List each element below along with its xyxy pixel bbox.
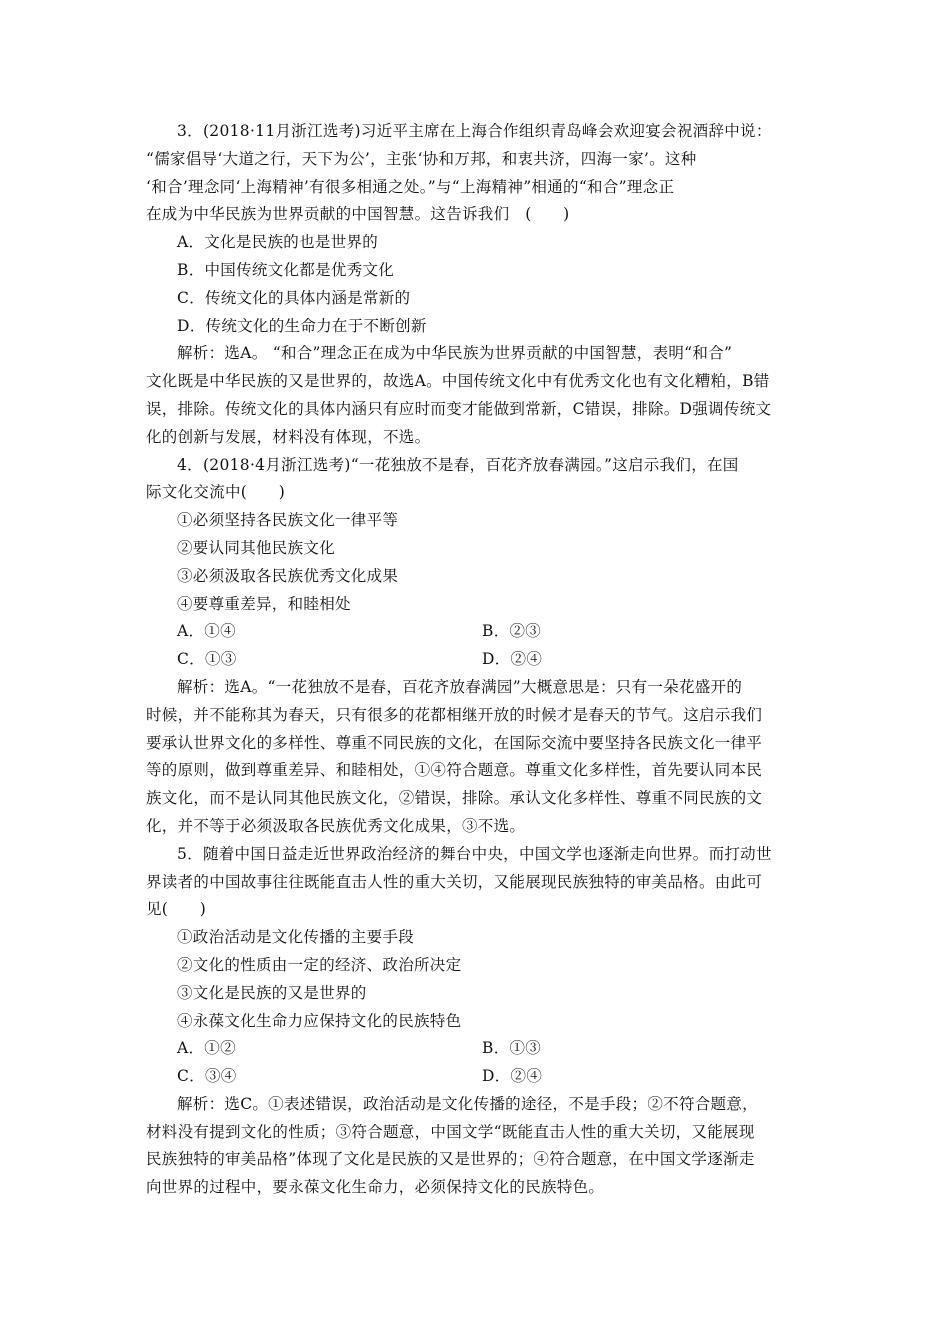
question-3-analysis-line-3: 误，排除。传统文化的具体内涵只有应时而变才能做到常新，C错误，排除。D强调传统文 (146, 399, 772, 418)
question-4-statement-2: ②要认同其他民族文化 (177, 538, 336, 557)
question-4-choice-b: B．②③ (482, 622, 542, 641)
question-4-stem-line-2: 际文化交流中( ) (146, 483, 286, 502)
question-4-analysis-line-2: 时候，并不能称其为春天，只有很多的花都相继开放的时候才是春天的节气。这启示我们 (146, 705, 763, 724)
question-5-choice-c: C．③④ (177, 1067, 237, 1086)
question-3-analysis-line-4: 化的创新与发展，材料没有体现，不选。 (146, 427, 431, 446)
question-5 (146, 841, 808, 1202)
question-3-stem-line-4: 在成为中华民族为世界贡献的中国智慧。这告诉我们 ( ) (146, 205, 570, 224)
question-4-choice-c: C．①③ (177, 650, 237, 669)
question-4-analysis-line-6: 化，并不等于必须汲取各民族优秀文化成果，③不选。 (146, 816, 526, 835)
question-3 (146, 118, 808, 452)
question-4-statement-3: ③必须汲取各民族优秀文化成果 (177, 566, 399, 585)
question-5-choice-d: D．②④ (482, 1067, 543, 1086)
question-3-stem-line-3: ‘和合’理念同‘上海精神’有很多相通之处。”与“上海精神”相通的“和合”理念正 (146, 177, 675, 196)
question-3-option-c: C．传统文化的具体内涵是常新的 (177, 288, 411, 307)
question-5-statement-4: ④永葆文化生命力应保持文化的民族特色 (177, 1011, 462, 1030)
question-5-statement-2: ②文化的性质由一定的经济、政治所决定 (177, 955, 462, 974)
question-4-analysis-line-3: 要承认世界文化的多样性、尊重不同民族的文化，在国际交流中要坚持各民族文化一律平 (146, 733, 763, 752)
question-4-analysis-line-4: 等的原则，做到尊重差异、和睦相处，①④符合题意。尊重文化多样性，首先要认同本民 (146, 761, 763, 780)
question-4-choice-a: A．①④ (177, 622, 236, 641)
question-4-choices-row-2 (146, 646, 808, 674)
question-5-choice-b: B．①③ (482, 1039, 542, 1058)
question-4-statement-4: ④要尊重差异，和睦相处 (177, 594, 351, 613)
question-5-analysis-line-2: 材料没有提到文化的性质；③符合题意，中国文学“既能直击人性的重大关切，又能展现 (146, 1122, 755, 1141)
question-4-analysis-line-1: 解析：选A。“一花独放不是春，百花齐放春满园”大概意思是：只有一朵花盛开的 (177, 677, 743, 696)
question-3-stem-line-1: 3．(2018·11月浙江选考)习近平主席在上海合作组织青岛峰会欢迎宴会祝酒辞中说： (177, 122, 772, 140)
question-3-stem-line-2: “儒家倡导‘大道之行，天下为公’，主张‘协和万邦，和衷共济，四海一家’。这种 (146, 149, 697, 168)
question-4-choices-row-1 (146, 618, 808, 646)
question-5-choices-row-2 (146, 1063, 808, 1091)
question-3-option-b: B．中国传统文化都是优秀文化 (177, 260, 395, 279)
question-5-analysis-line-3: 民族独特的审美品格”体现了文化是民族的又是世界的；④符合题意，在中国文学逐渐走 (146, 1150, 755, 1169)
question-5-choices-row-1 (146, 1035, 808, 1063)
question-4 (146, 452, 808, 841)
question-4-analysis-line-5: 族文化，而不是认同其他民族文化，②错误，排除。承认文化多样性、尊重不同民族的文 (146, 789, 763, 808)
question-5-analysis-line-4: 向世界的过程中，要永葆文化生命力，必须保持文化的民族特色。 (146, 1178, 605, 1197)
question-4-choice-d: D．②④ (482, 650, 543, 669)
question-3-analysis-line-2: 文化既是中华民族的又是世界的，故选A。中国传统文化中有优秀文化也有文化糟粕，B错 (146, 372, 770, 391)
question-4-statement-1: ①必须坚持各民族文化一律平等 (177, 511, 399, 530)
question-3-option-d: D．传统文化的生命力在于不断创新 (177, 316, 427, 335)
question-5-analysis-line-1: 解析：选C。①表述错误，政治活动是文化传播的途径，不是手段；②不符合题意， (177, 1094, 758, 1113)
question-5-stem-line-3: 见( ) (146, 900, 207, 919)
question-3-option-a: A．文化是民族的也是世界的 (177, 233, 379, 252)
question-5-stem-line-2: 界读者的中国故事往往既能直击人性的重大关切，又能展现民族独特的审美品格。由此可 (146, 872, 763, 891)
question-5-stem-line-1: 5．随着中国日益走近世界政治经济的舞台中央，中国文学也逐渐走向世界。而打动世 (177, 844, 772, 863)
question-5-choice-a: A．①② (177, 1039, 236, 1058)
document-page (146, 118, 808, 1202)
question-5-statement-3: ③文化是民族的又是世界的 (177, 983, 367, 1002)
question-3-analysis-line-1: 解析：选A。 “和合”理念正在成为中华民族为世界贡献的中国智慧，表明“和合” (177, 344, 733, 363)
question-4-stem-line-1: 4．(2018·4月浙江选考)“一花独放不是春，百花齐放春满园。”这启示我们，在国 (177, 455, 739, 474)
question-5-statement-1: ①政治活动是文化传播的主要手段 (177, 928, 415, 947)
